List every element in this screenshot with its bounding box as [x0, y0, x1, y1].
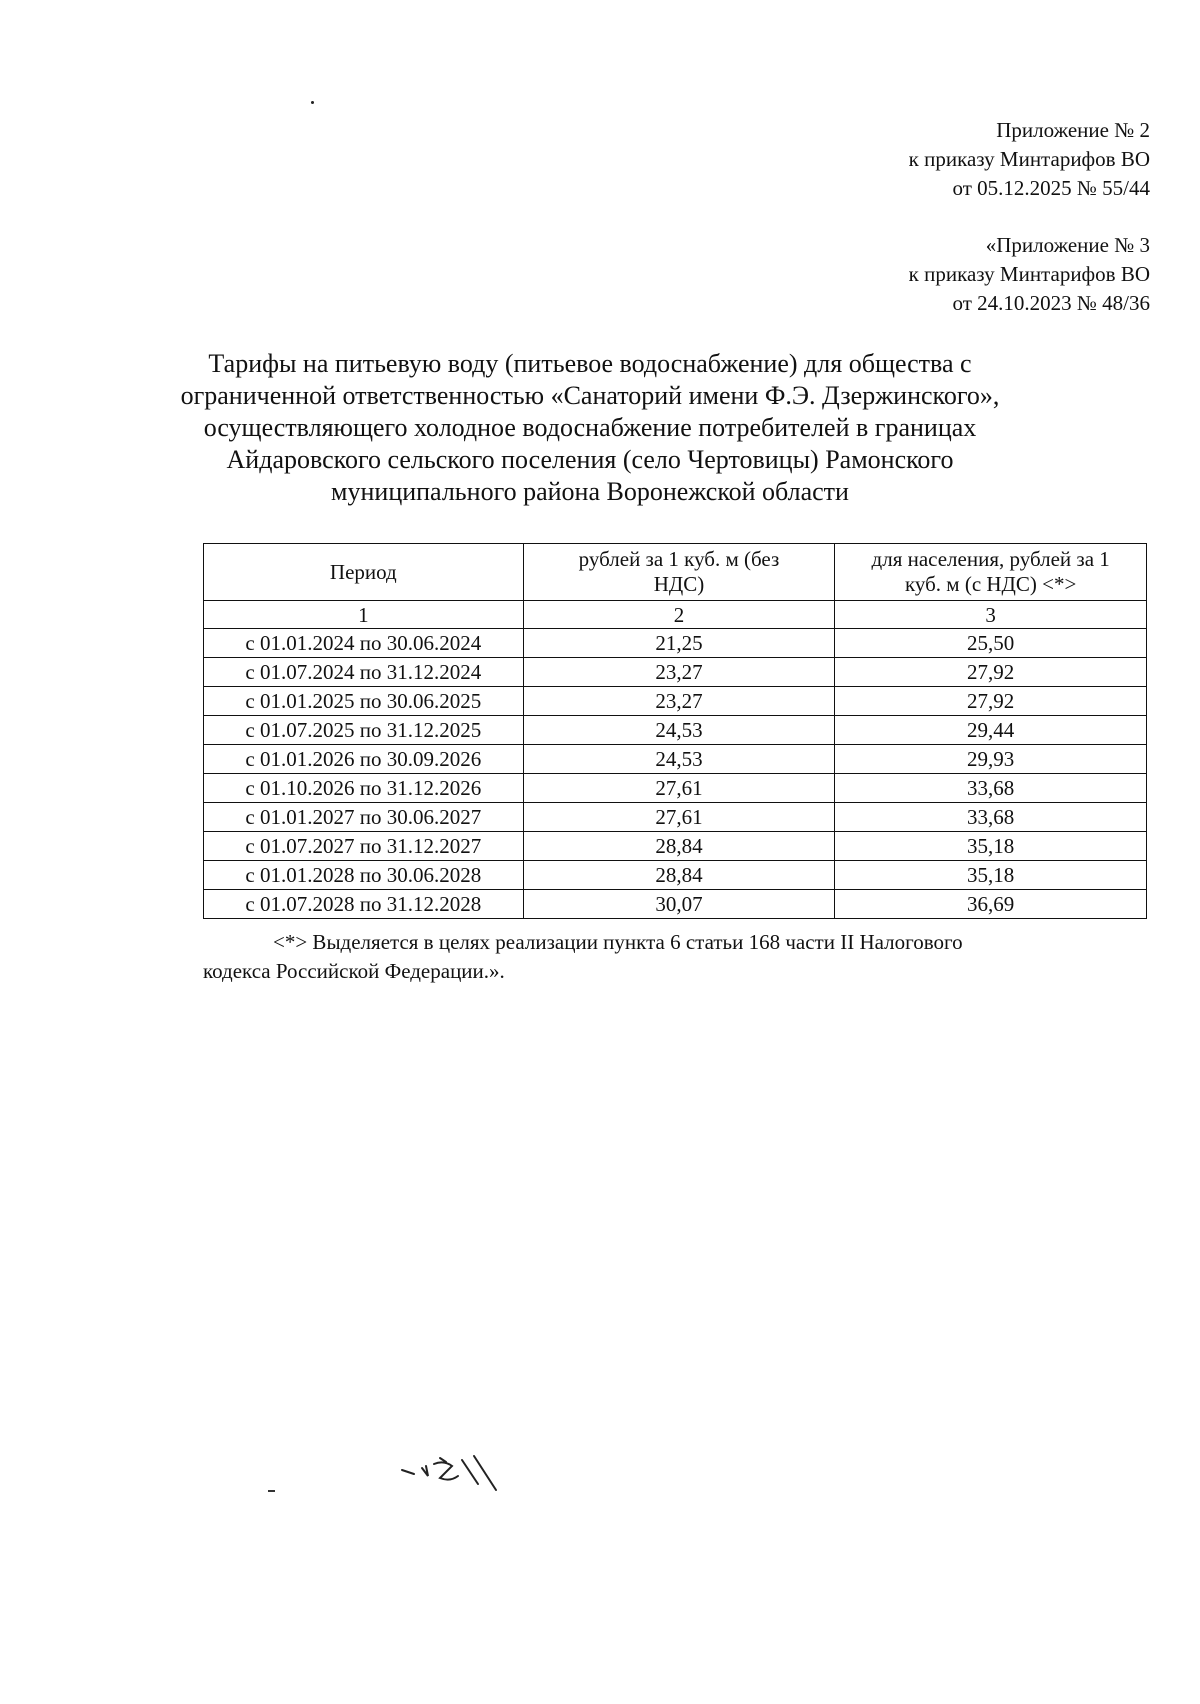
tariff-with-vat-cell: 33,68	[835, 774, 1147, 803]
header-with-vat-line: куб. м (с НДС) <*>	[904, 572, 1077, 596]
period-cell: с 01.07.2027 по 31.12.2027	[204, 832, 524, 861]
tariff-with-vat-cell: 29,44	[835, 716, 1147, 745]
document-title	[150, 348, 1030, 508]
period-cell: с 01.01.2028 по 30.06.2028	[204, 861, 524, 890]
table-row	[204, 629, 1147, 658]
header-with-vat-line: для населения, рублей за 1	[871, 547, 1110, 571]
appendix-order-date: от 05.12.2025 № 55/44	[952, 176, 1150, 200]
appendix-order-ref: к приказу Минтарифов ВО	[908, 262, 1150, 286]
title-line: ограниченной ответственностью «Санаторий имени Ф.Э. Дзержинского»,	[180, 381, 1000, 410]
tariff-with-vat-cell: 25,50	[835, 629, 1147, 658]
table-row	[204, 658, 1147, 687]
tariff-no-vat-cell: 27,61	[523, 803, 835, 832]
footnote-line: <*> Выделяется в целях реализации пункта 6 статьи 168 части II Налогового	[273, 930, 963, 954]
footnote-line: кодекса Российской Федерации.».	[203, 959, 505, 983]
period-cell: с 01.01.2026 по 30.09.2026	[204, 745, 524, 774]
appendix-order-ref: к приказу Минтарифов ВО	[908, 147, 1150, 171]
tariff-no-vat-cell: 30,07	[523, 890, 835, 919]
table-row	[204, 774, 1147, 803]
table-row	[204, 687, 1147, 716]
header-no-vat-line: рублей за 1 куб. м (без	[578, 547, 780, 571]
tariff-no-vat-cell: 24,53	[523, 745, 835, 774]
column-number: 1	[204, 601, 524, 629]
period-cell: с 01.07.2025 по 31.12.2025	[204, 716, 524, 745]
tariff-with-vat-cell: 29,93	[835, 745, 1147, 774]
tariff-with-vat-cell: 35,18	[835, 861, 1147, 890]
tariff-no-vat-cell: 28,84	[523, 861, 835, 890]
period-cell: с 01.01.2024 по 30.06.2024	[204, 629, 524, 658]
scan-speck	[311, 101, 314, 104]
tariff-with-vat-cell: 33,68	[835, 803, 1147, 832]
column-number-row	[204, 601, 1147, 629]
title-line: Айдаровского сельского поселения (село Чертовицы) Рамонского	[226, 445, 954, 474]
tariff-table	[203, 543, 1147, 919]
header-no-vat-line: НДС)	[653, 572, 705, 596]
tariff-with-vat-cell: 27,92	[835, 658, 1147, 687]
header-no-vat	[523, 544, 835, 601]
tariff-no-vat-cell: 23,27	[523, 658, 835, 687]
header-row	[204, 544, 1147, 601]
period-cell: с 01.01.2027 по 30.06.2027	[204, 803, 524, 832]
tariff-no-vat-cell: 24,53	[523, 716, 835, 745]
period-cell: с 01.10.2026 по 31.12.2026	[204, 774, 524, 803]
tariff-no-vat-cell: 27,61	[523, 774, 835, 803]
scan-mark	[268, 1490, 275, 1492]
handwritten-signature-icon	[400, 1430, 530, 1500]
tariff-with-vat-cell: 36,69	[835, 890, 1147, 919]
tariff-with-vat-cell: 35,18	[835, 832, 1147, 861]
table-row	[204, 861, 1147, 890]
appendix-header-current	[909, 116, 1150, 203]
appendix-header-original	[909, 231, 1150, 318]
column-number: 3	[835, 601, 1147, 629]
table-row	[204, 803, 1147, 832]
period-cell: с 01.07.2024 по 31.12.2024	[204, 658, 524, 687]
appendix-order-date: от 24.10.2023 № 48/36	[952, 291, 1150, 315]
table-row	[204, 716, 1147, 745]
title-line: осуществляющего холодное водоснабжение потребителей в границах	[203, 413, 977, 442]
title-line: муниципального района Воронежской области	[331, 477, 849, 506]
column-number: 2	[523, 601, 835, 629]
header-period: Период	[204, 544, 524, 601]
header-with-vat	[835, 544, 1147, 601]
tariff-no-vat-cell: 23,27	[523, 687, 835, 716]
tariff-with-vat-cell: 27,92	[835, 687, 1147, 716]
tariff-no-vat-cell: 28,84	[523, 832, 835, 861]
appendix-number: «Приложение № 3	[985, 233, 1150, 257]
period-cell: с 01.07.2028 по 31.12.2028	[204, 890, 524, 919]
title-line: Тарифы на питьевую воду (питьевое водоснабжение) для общества с	[208, 349, 972, 378]
table-row	[204, 890, 1147, 919]
table-row	[204, 745, 1147, 774]
tariff-no-vat-cell: 21,25	[523, 629, 835, 658]
period-cell: с 01.01.2025 по 30.06.2025	[204, 687, 524, 716]
table-row	[204, 832, 1147, 861]
appendix-number: Приложение № 2	[996, 118, 1150, 142]
footnote	[203, 928, 1103, 986]
